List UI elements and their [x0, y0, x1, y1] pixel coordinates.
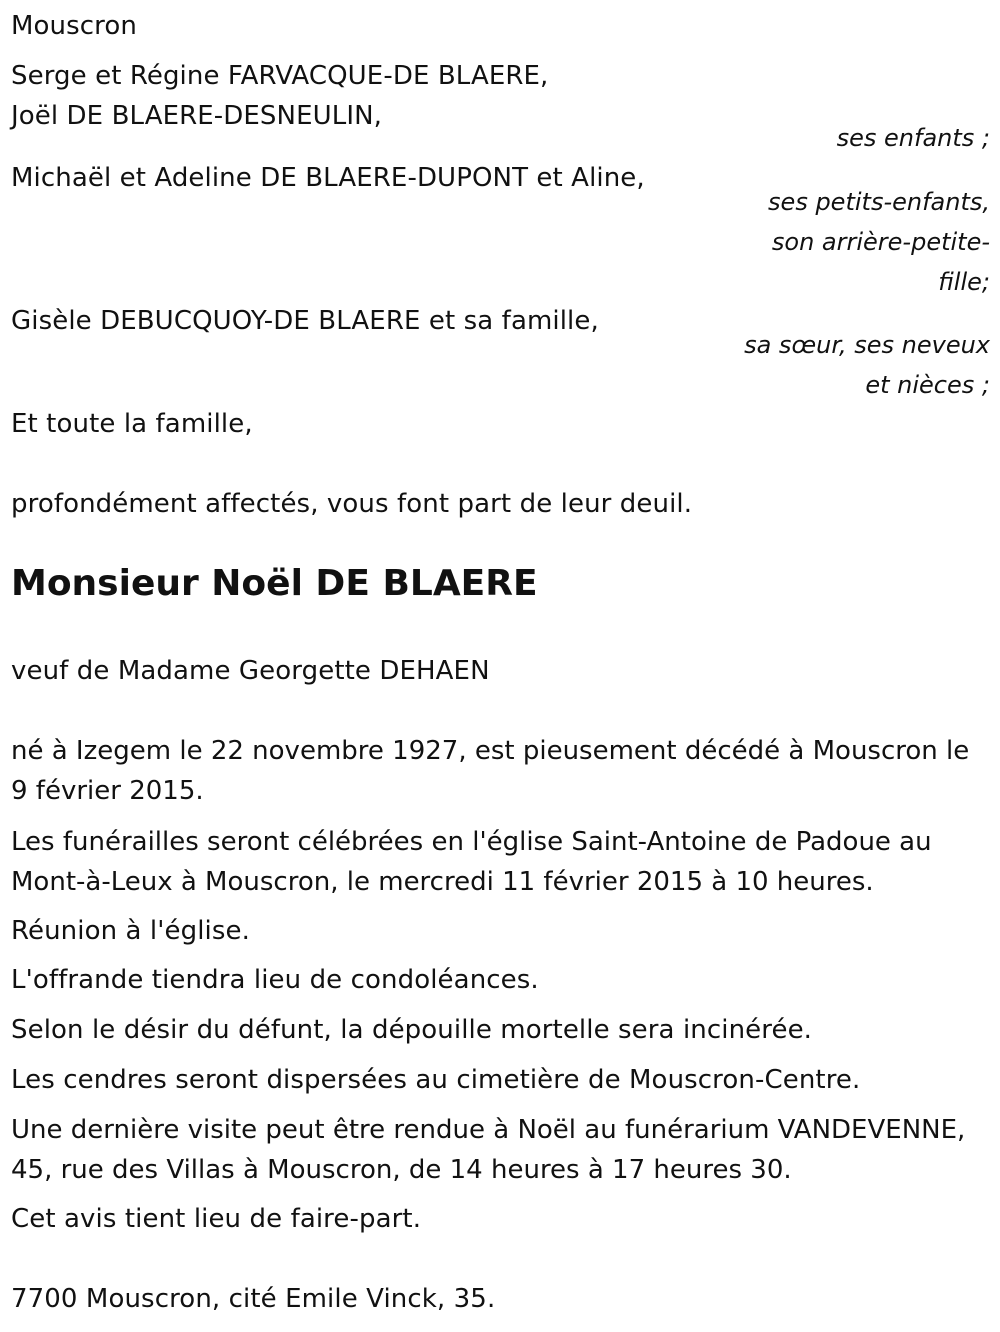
all-family-line: Et toute la famille, [11, 409, 253, 439]
spouse-line: veuf de Madame Georgette DEHAEN [11, 656, 490, 686]
grandchildren-role-3: fille; [938, 268, 990, 296]
children-line-2: Joël DE BLAERE-DESNEULIN, [11, 101, 383, 131]
cremation-line: Selon le désir du défunt, la dépouille mortelle sera incinérée. [11, 1015, 813, 1045]
address-line: 7700 Mouscron, cité Emile Vinck, 35. [11, 1284, 496, 1314]
grandchildren-role-2: son arrière-petite- [771, 228, 990, 256]
sister-role-1: sa sœur, ses neveux [744, 331, 990, 359]
announcement-line: profondément affectés, vous font part de leur deuil. [11, 489, 693, 519]
visit-paragraph: Une dernière visite peut être rendue à Noël au funérarium VANDEVENNE, 45, rue des Villas à Mouscron, de 14 heures à 17 heures 30. [11, 1115, 966, 1185]
grandchildren-line: Michaël et Adeline DE BLAERE-DUPONT et Aline, [11, 163, 645, 193]
deceased-name: Monsieur Noël DE BLAERE [11, 563, 538, 604]
grandchildren-role-1: ses petits-enfants, [768, 188, 990, 216]
children-line-1: Serge et Régine FARVACQUE-DE BLAERE, [11, 61, 549, 91]
children-role: ses enfants ; [836, 124, 990, 152]
meeting-line: Réunion à l'église. [11, 916, 250, 946]
notice-line: Cet avis tient lieu de faire-part. [11, 1204, 422, 1234]
ashes-line: Les cendres seront dispersées au cimetière de Mouscron-Centre. [11, 1065, 861, 1095]
sister-line: Gisèle DEBUCQUOY-DE BLAERE et sa famille, [11, 306, 599, 336]
city-header: Mouscron [11, 11, 137, 41]
sister-role-2: et nièces ; [865, 371, 990, 399]
offering-line: L'offrande tiendra lieu de condoléances. [11, 965, 539, 995]
funeral-paragraph: Les funérailles seront célébrées en l'église Saint-Antoine de Padoue au Mont-à-Leux à Mouscron, le mercredi 11 février 2015 à 10 heures. [11, 827, 932, 897]
birth-death-paragraph: né à Izegem le 22 novembre 1927, est pieusement décédé à Mouscron le 9 février 2015. [11, 736, 970, 806]
